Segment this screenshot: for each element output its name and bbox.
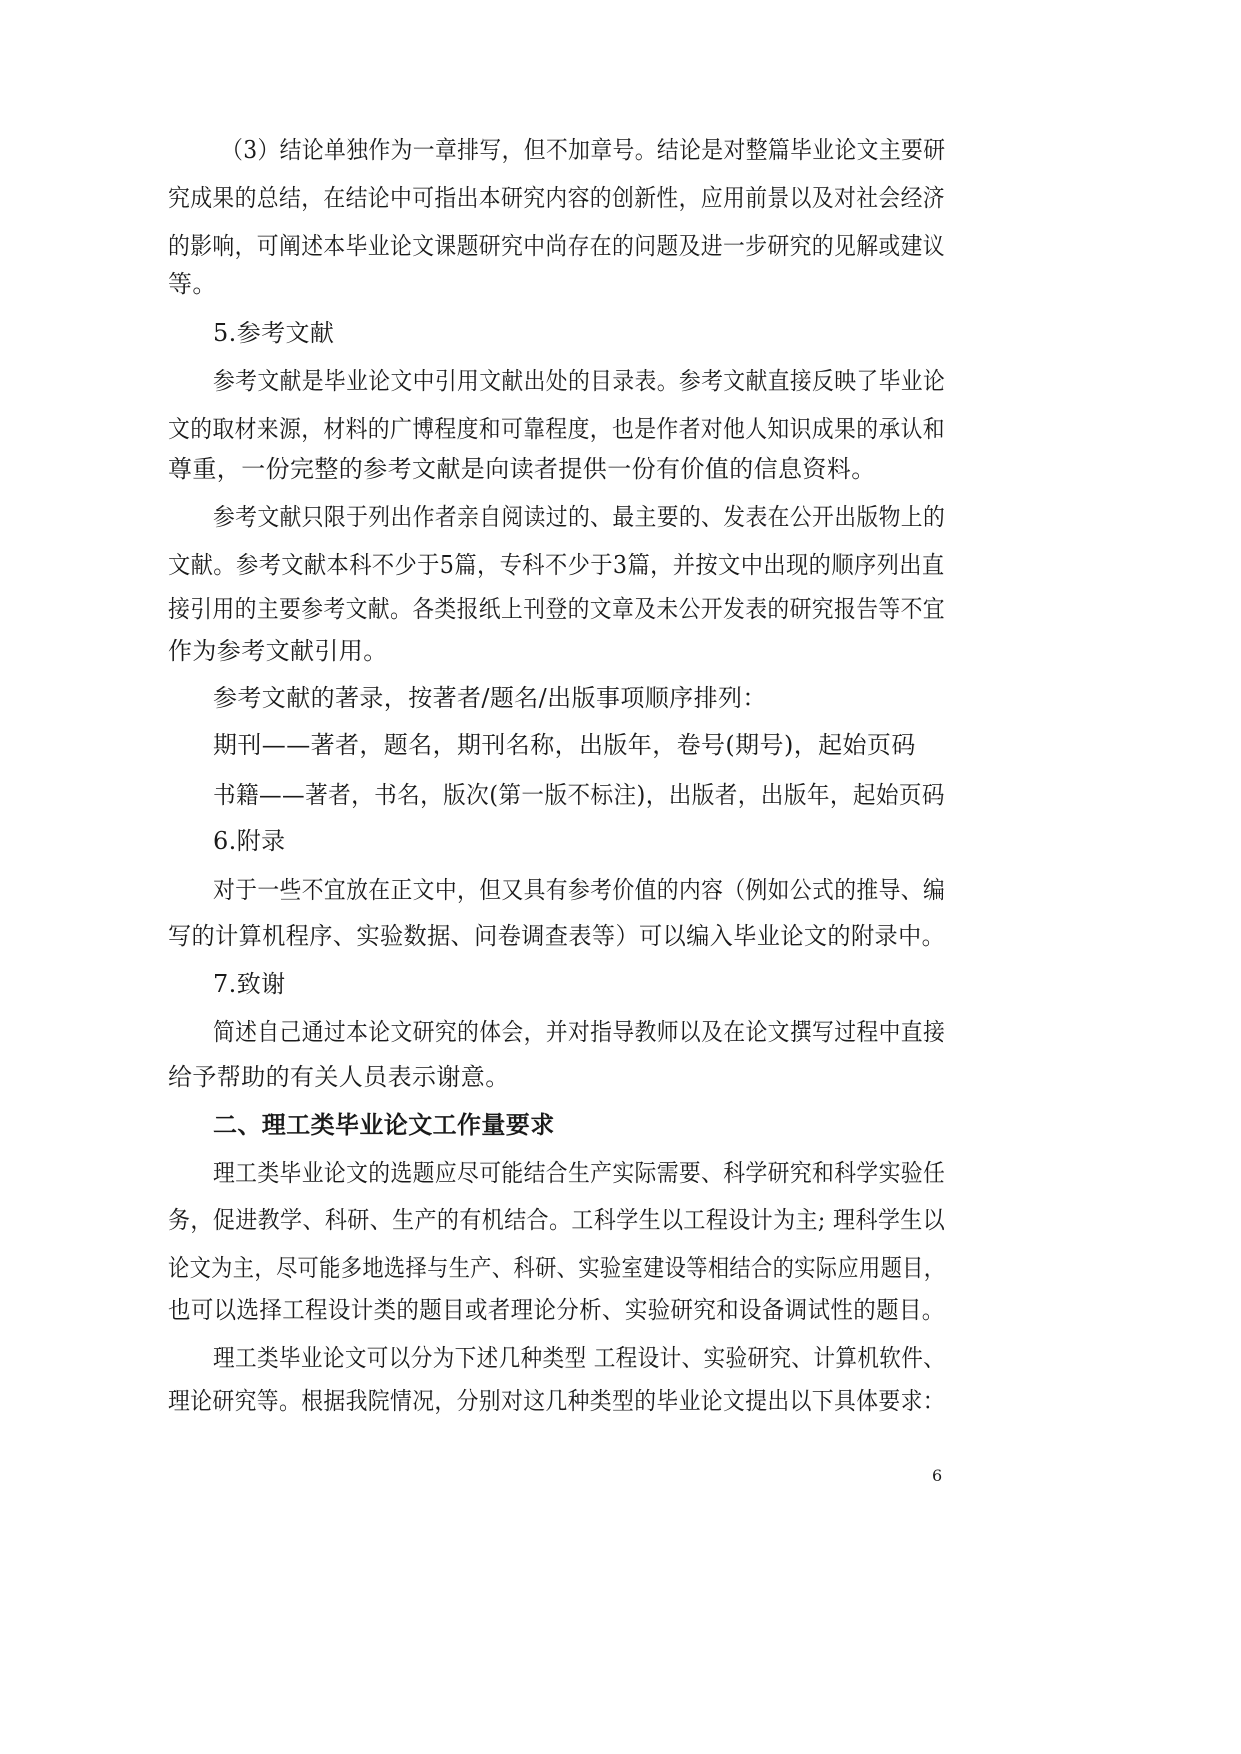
- para-references-scope-line-2: 文献。参考文献本科不少于5篇，专科不少于3篇，并按文中出现的顺序列出直: [168, 551, 945, 579]
- para-references-scope-line-1: 参考文献只限于列出作者亲自阅读过的、最主要的、发表在公开出版物上的: [213, 503, 946, 531]
- para-acknowledgements-line-1: 简述自己通过本论文研究的体会，并对指导教师以及在论文撰写过程中直接: [213, 1018, 946, 1046]
- page-number: 6: [932, 1466, 943, 1485]
- para-topic-selection-line-3: 论文为主，尽可能多地选择与生产、科研、实验室建设等相结合的实际应用题目，: [168, 1254, 946, 1282]
- heading-appendix: 6.附录: [213, 827, 286, 855]
- heading-references: 5.参考文献: [213, 319, 335, 347]
- heading-acknowledgements: 7.致谢: [213, 970, 286, 998]
- references-format-intro: 参考文献的著录，按著者/题名/出版事项顺序排列：: [213, 684, 767, 712]
- references-format-journal: 期刊——著者，题名，期刊名称，出版年，卷号(期号)，起始页码: [213, 731, 916, 759]
- para-topic-selection-line-2: 务，促进教学、科研、生产的有机结合。工科学生以工程设计为主; 理科学生以: [168, 1206, 946, 1234]
- para-appendix-line-2: 写的计算机程序、实验数据、问卷调查表等）可以编入毕业论文的附录中。: [168, 922, 946, 950]
- para-conclusion-line-1: （3）结论单独作为一章排写，但不加章号。结论是对整篇毕业论文主要研: [221, 136, 946, 164]
- para-references-scope-line-3: 接引用的主要参考文献。各类报纸上刊登的文章及未公开发表的研究报告等不宜: [168, 595, 945, 623]
- para-topic-selection-line-4: 也可以选择工程设计类的题目或者理论分析、实验研究和设备调试性的题目。: [168, 1296, 945, 1324]
- para-appendix-line-1: 对于一些不宜放在正文中，但又具有参考价值的内容（例如公式的推导、编: [213, 876, 946, 904]
- para-references-line-2: 文的取材来源，材料的广博程度和可靠程度，也是作者对他人知识成果的承认和: [168, 415, 945, 443]
- para-topic-selection-line-1: 理工类毕业论文的选题应尽可能结合生产实际需要、科学研究和科学实验任: [213, 1159, 946, 1187]
- para-thesis-types-line-1: 理工类毕业论文可以分为下述几种类型 工程设计、实验研究、计算机软件、: [213, 1344, 946, 1372]
- para-references-line-1: 参考文献是毕业论文中引用文献出处的目录表。参考文献直接反映了毕业论: [213, 367, 946, 395]
- para-thesis-types-line-2: 理论研究等。根据我院情况，分别对这几种类型的毕业论文提出以下具体要求：: [168, 1387, 945, 1415]
- references-format-book: 书籍——著者，书名，版次(第一版不标注)，出版者，出版年，起始页码: [213, 781, 945, 809]
- para-references-scope-line-4: 作为参考文献引用。: [168, 637, 388, 665]
- section-heading-workload: 二、理工类毕业论文工作量要求: [213, 1110, 555, 1139]
- para-acknowledgements-line-2: 给予帮助的有关人员表示谢意。: [168, 1063, 510, 1091]
- para-conclusion-line-2: 究成果的总结，在结论中可指出本研究内容的创新性，应用前景以及对社会经济: [168, 184, 945, 212]
- para-references-line-3: 尊重，一份完整的参考文献是向读者提供一份有价值的信息资料。: [168, 455, 876, 483]
- para-conclusion-line-3: 的影响，可阐述本毕业论文课题研究中尚存在的问题及进一步研究的见解或建议: [168, 232, 945, 260]
- para-conclusion-line-4: 等。: [168, 270, 217, 298]
